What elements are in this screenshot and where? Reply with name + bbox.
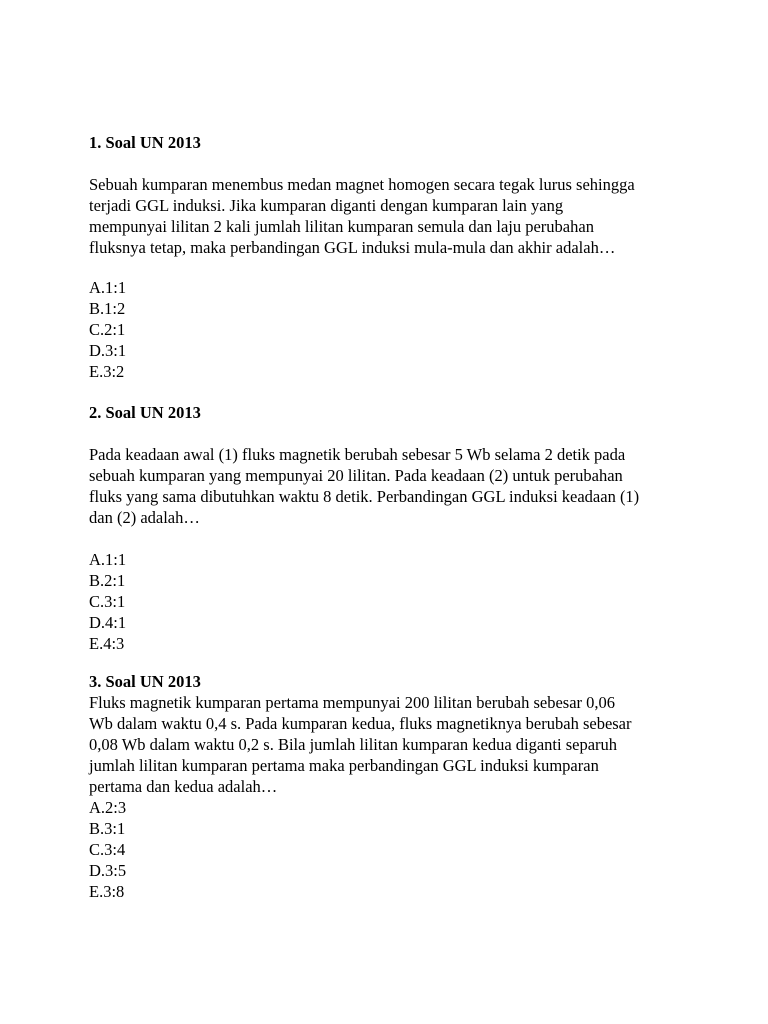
question-heading: 3. Soal UN 2013 — [89, 672, 201, 691]
question-3 — [89, 671, 689, 902]
question-text-line: dan (2) adalah… — [89, 508, 200, 527]
answer-options — [89, 549, 689, 654]
question-text — [89, 444, 689, 528]
question-text-line: fluksnya tetap, maka perbandingan GGL induksi mula-mula dan akhir adalah… — [89, 238, 616, 257]
answer-option-c: C.3:4 — [89, 840, 126, 859]
answer-option-c: C.2:1 — [89, 320, 126, 339]
question-1 — [89, 132, 689, 382]
document-page — [89, 132, 689, 902]
question-text-line: sebuah kumparan yang mempunyai 20 lilitan. Pada keadaan (2) untuk perubahan — [89, 466, 623, 485]
question-text-line: Wb dalam waktu 0,4 s. Pada kumparan kedua, fluks magnetiknya berubah sebesar — [89, 714, 632, 733]
question-2 — [89, 402, 689, 654]
question-text-line: mempunyai lilitan 2 kali jumlah lilitan kumparan semula dan laju perubahan — [89, 217, 594, 236]
answer-option-a: A.1:1 — [89, 278, 127, 297]
question-heading: 1. Soal UN 2013 — [89, 133, 201, 152]
question-text-line: terjadi GGL induksi. Jika kumparan diganti dengan kumparan lain yang — [89, 196, 564, 215]
question-text — [89, 692, 689, 797]
question-text-line: jumlah lilitan kumparan pertama maka perbandingan GGL induksi kumparan — [89, 756, 599, 775]
question-text-line: Fluks magnetik kumparan pertama mempunyai 200 lilitan berubah sebesar 0,06 — [89, 693, 616, 712]
answer-option-b: B.2:1 — [89, 571, 126, 590]
question-text-line: 0,08 Wb dalam waktu 0,2 s. Bila jumlah lilitan kumparan kedua diganti separuh — [89, 735, 618, 754]
question-text-line: Sebuah kumparan menembus medan magnet homogen secara tegak lurus sehingga — [89, 175, 635, 194]
answer-option-d: D.4:1 — [89, 613, 127, 632]
question-text-line: pertama dan kedua adalah… — [89, 777, 278, 796]
answer-option-d: D.3:5 — [89, 861, 127, 880]
answer-option-e: E.3:2 — [89, 362, 125, 381]
answer-options — [89, 797, 689, 902]
question-text-line: fluks yang sama dibutuhkan waktu 8 detik. Perbandingan GGL induksi keadaan (1) — [89, 487, 640, 506]
question-text — [89, 174, 689, 258]
answer-option-c: C.3:1 — [89, 592, 126, 611]
answer-options — [89, 277, 689, 382]
answer-option-e: E.3:8 — [89, 882, 125, 901]
answer-option-b: B.3:1 — [89, 819, 126, 838]
question-text-line: Pada keadaan awal (1) fluks magnetik berubah sebesar 5 Wb selama 2 detik pada — [89, 445, 626, 464]
answer-option-b: B.1:2 — [89, 299, 126, 318]
answer-option-a: A.2:3 — [89, 798, 127, 817]
answer-option-a: A.1:1 — [89, 550, 127, 569]
question-heading: 2. Soal UN 2013 — [89, 403, 201, 422]
answer-option-d: D.3:1 — [89, 341, 127, 360]
answer-option-e: E.4:3 — [89, 634, 125, 653]
